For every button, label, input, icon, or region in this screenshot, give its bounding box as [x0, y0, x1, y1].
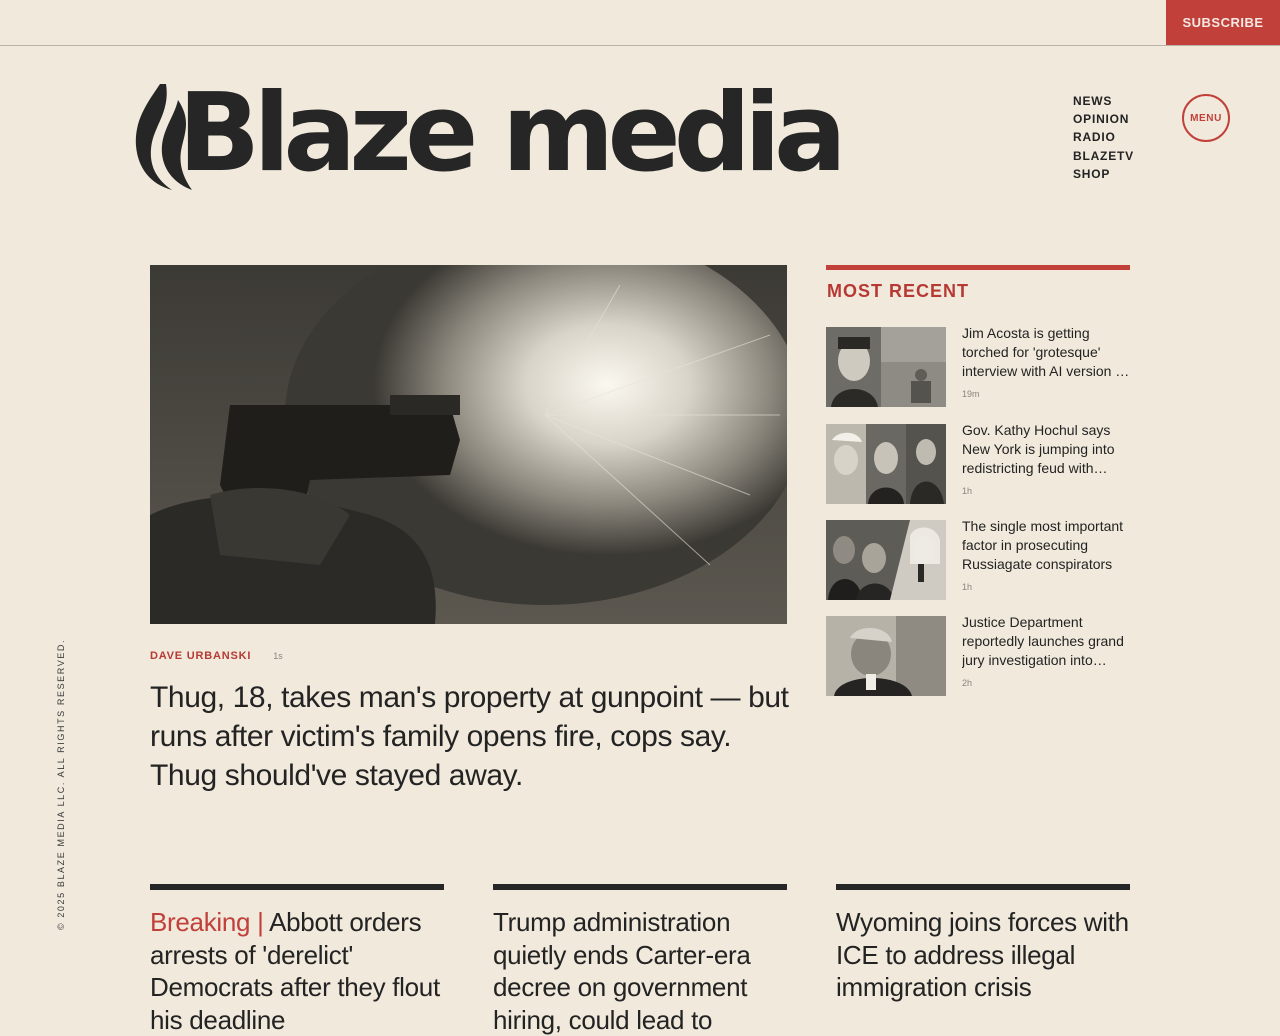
article-card-abbott[interactable] [150, 884, 444, 1036]
card-title-text: Trump administration quietly ends Carter-era decree on government hiring, could lead to [493, 907, 751, 1035]
card-divider [836, 884, 1130, 890]
article-thumbnail [826, 616, 946, 696]
most-recent-item[interactable] [826, 616, 1130, 696]
nav-item-radio[interactable]: RADIO [1073, 130, 1116, 145]
most-recent-title: Justice Department reportedly launches grand jury investigation into [962, 614, 1124, 668]
most-recent-item[interactable] [826, 424, 1130, 504]
copyright-notice: © 2025 BLAZE MEDIA LLC. ALL RIGHTS RESERVED. [56, 638, 66, 930]
hero-photo [150, 265, 787, 624]
card-divider [493, 884, 787, 890]
card-headline [150, 906, 444, 1036]
logo-wordmark: Blaze media [178, 71, 840, 196]
most-recent-heading: MOST RECENT [827, 281, 970, 301]
card-title-text: Wyoming joins forces with ICE to address illegal immigration crisis [836, 907, 1129, 1002]
nav-item-shop[interactable]: SHOP [1073, 166, 1111, 181]
nav-item-blazetv[interactable]: BLAZETV [1073, 148, 1134, 163]
most-recent-title: The single most important factor in prosecuting Russiagate conspirators [962, 518, 1124, 572]
subscribe-button[interactable]: SUBSCRIBE [1166, 0, 1280, 45]
blaze-media-logo[interactable] [130, 71, 840, 196]
hero-timestamp: 1s [273, 651, 283, 661]
most-recent-time: 19m [962, 389, 980, 399]
menu-button[interactable]: MENU [1182, 94, 1230, 142]
breaking-label: Breaking | [150, 907, 270, 937]
most-recent-time: 1h [962, 486, 973, 496]
card-title-text: Abbott orders arrests of 'derelict' Democrats after they flout his deadline [150, 907, 440, 1035]
main-nav [1073, 92, 1134, 183]
most-recent-time: 1h [962, 582, 973, 592]
card-divider [150, 884, 444, 890]
most-recent-title: Jim Acosta is getting torched for 'grotesque' interview with AI version of [962, 325, 1127, 379]
nav-item-news[interactable]: NEWS [1073, 94, 1113, 108]
most-recent-item[interactable] [826, 327, 1130, 407]
most-recent-title: Gov. Kathy Hochul says New York is jumping into redistricting feud with [962, 422, 1115, 476]
article-thumbnail [826, 520, 946, 600]
most-recent-item[interactable] [826, 520, 1130, 600]
article-card-trump[interactable] [493, 884, 787, 1036]
article-card-wyoming[interactable] [836, 884, 1130, 1004]
hero-meta [150, 650, 283, 662]
card-headline [836, 906, 1130, 1004]
most-recent-time: 2h [962, 678, 973, 688]
top-bar [0, 0, 1280, 46]
hero-image[interactable] [150, 265, 787, 624]
article-thumbnail [826, 327, 946, 407]
article-thumbnail [826, 424, 946, 504]
most-recent-section [826, 265, 1130, 688]
section-divider [826, 265, 1130, 270]
card-headline [493, 906, 787, 1036]
nav-item-opinion[interactable]: OPINION [1073, 112, 1130, 127]
hero-author-link[interactable]: DAVE URBANSKI [150, 650, 252, 662]
hero-headline[interactable]: Thug, 18, takes man's property at gunpoint — but runs after victim's family opens fire, cops say. Thug should've stayed away. [150, 681, 789, 792]
